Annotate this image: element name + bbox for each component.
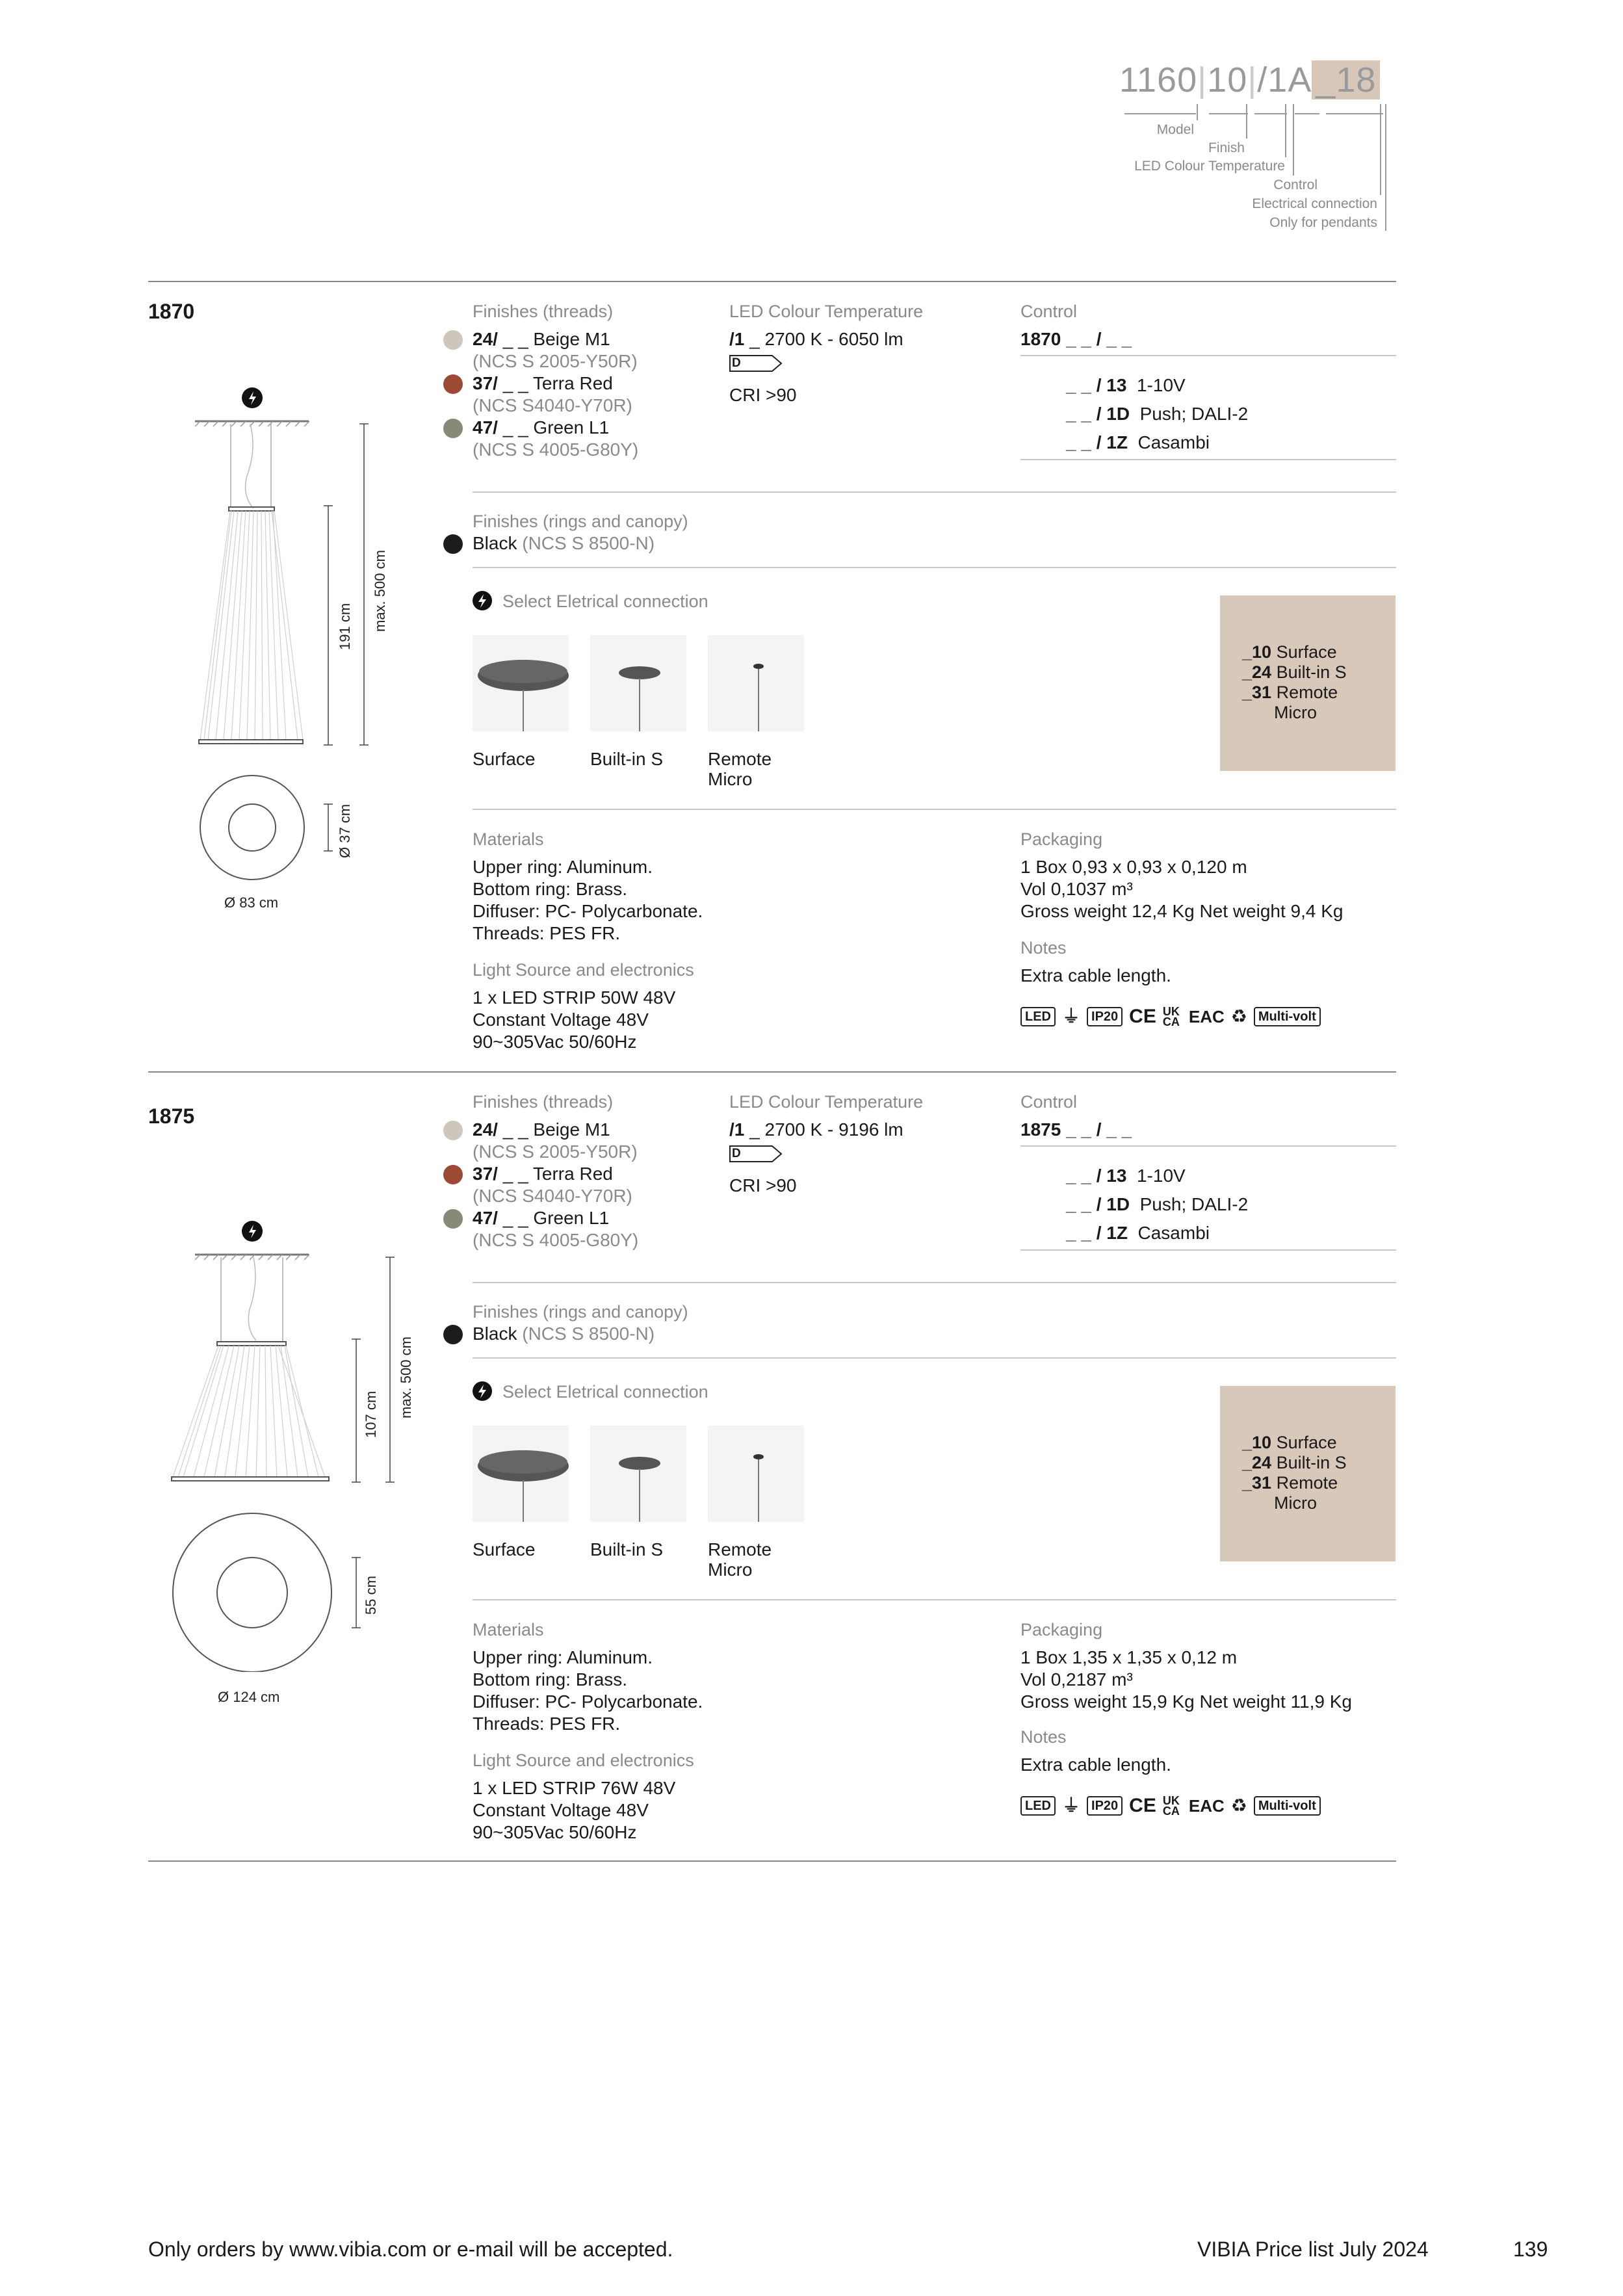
notes-text: Extra cable length. xyxy=(1020,1755,1171,1775)
recycle-icon: ♻ xyxy=(1230,1795,1247,1816)
row-divider xyxy=(473,1282,1396,1283)
energy-class: D xyxy=(732,356,741,370)
control-option: _ _ / 1Z Casambi xyxy=(1066,1223,1210,1243)
certifications xyxy=(1020,1001,1327,1031)
certifications xyxy=(1020,1790,1327,1820)
energy-class: D xyxy=(732,1147,741,1160)
finish-terra-red-ncs: (NCS S4040-Y70R) xyxy=(473,1186,632,1206)
legend-finish: Finish xyxy=(1208,140,1245,155)
row-divider xyxy=(473,567,1396,568)
swatch-green xyxy=(443,419,463,438)
swatch-green xyxy=(443,1209,463,1229)
finish-beige-ncs: (NCS S 2005-Y50R) xyxy=(473,1141,638,1162)
recycle-icon: ♻ xyxy=(1230,1006,1247,1026)
material-line: Upper ring: Aluminum. xyxy=(473,857,653,877)
conn-surface-label: Surface xyxy=(473,1539,536,1559)
legend-model: Model xyxy=(1156,122,1194,137)
code-finish: 10 xyxy=(1207,60,1248,99)
cri-value: CRI >90 xyxy=(729,1175,797,1195)
rings-finish: Black (NCS S 8500-N) xyxy=(473,533,655,553)
code-temp: /1 xyxy=(1257,60,1288,99)
bolt-icon xyxy=(472,1381,493,1402)
control-label: Control xyxy=(1020,1092,1078,1112)
lamp-drawing-1870 xyxy=(149,384,422,917)
material-line: Threads: PES FR. xyxy=(473,1714,621,1734)
built-in-canopy-image xyxy=(590,1426,686,1522)
finish-beige: 24/ _ _ Beige M1 xyxy=(473,1119,610,1140)
bolt-icon xyxy=(472,590,493,611)
row-divider xyxy=(473,1357,1396,1359)
packaging-line: Gross weight 15,9 Kg Net weight 11,9 Kg xyxy=(1020,1691,1352,1712)
ukca-mark: UK CA xyxy=(1162,1794,1180,1818)
page-number: 139 xyxy=(1513,2237,1548,2261)
light-source-label: Light Source and electronics xyxy=(473,1751,694,1770)
material-line: Diffuser: PC- Polycarbonate. xyxy=(473,901,703,921)
material-line: Diffuser: PC- Polycarbonate. xyxy=(473,1691,703,1712)
multivolt-badge: Multi-volt xyxy=(1254,1007,1321,1026)
control-label: Control xyxy=(1020,302,1078,321)
rings-finish: Black (NCS S 8500-N) xyxy=(473,1324,655,1344)
surface-canopy-image xyxy=(473,635,569,731)
cri-value: CRI >90 xyxy=(729,385,797,405)
finishes-rings-label: Finishes (rings and canopy) xyxy=(473,512,688,531)
conn-builtin-label: Built-in S xyxy=(590,1539,664,1559)
row-divider xyxy=(473,809,1396,810)
row-divider xyxy=(473,491,1396,493)
finish-green-ncs: (NCS S 4005-G80Y) xyxy=(473,1230,639,1250)
conn-remote-label: Remote xyxy=(708,749,772,769)
legend-electrical: Electrical connection xyxy=(1252,196,1377,211)
section-divider xyxy=(148,281,1396,282)
material-line: Threads: PES FR. xyxy=(473,923,621,943)
light-source-label: Light Source and electronics xyxy=(473,960,694,980)
materials-label: Materials xyxy=(473,1620,544,1639)
multivolt-badge: Multi-volt xyxy=(1254,1796,1321,1816)
earth-icon: ⏚ xyxy=(1062,1006,1081,1026)
control-code: 1870 _ _ / _ _ xyxy=(1020,329,1132,349)
footer-brand: VIBIA Price list July 2024 xyxy=(1197,2237,1429,2261)
led-temp-label: LED Colour Temperature xyxy=(729,302,924,321)
lamp-drawing-1875 xyxy=(149,1217,422,1672)
material-line: Bottom ring: Brass. xyxy=(473,1669,628,1689)
packaging-label: Packaging xyxy=(1020,829,1103,849)
ip-badge: IP20 xyxy=(1087,1796,1123,1816)
ukca-mark: UK CA xyxy=(1162,1004,1180,1028)
dim-outer-diameter: Ø 83 cm xyxy=(224,894,279,911)
notes-label: Notes xyxy=(1020,1727,1067,1747)
notes-text: Extra cable length. xyxy=(1020,965,1171,985)
row-divider xyxy=(473,1599,1396,1600)
control-divider xyxy=(1020,1145,1396,1147)
surface-canopy-image xyxy=(473,1426,569,1522)
conn-micro-label: Micro xyxy=(708,769,753,789)
legend-pendants: Only for pendants xyxy=(1269,215,1377,230)
light-line: 1 x LED STRIP 50W 48V xyxy=(473,987,676,1008)
finish-beige-ncs: (NCS S 2005-Y50R) xyxy=(473,351,638,371)
legend-control: Control xyxy=(1273,177,1318,192)
led-badge: LED xyxy=(1020,1796,1056,1816)
ce-mark: CE xyxy=(1129,1005,1156,1027)
finishes-threads-label: Finishes (threads) xyxy=(473,302,614,321)
footer-orders-note: Only orders by www.vibia.com or e-mail will be accepted. xyxy=(148,2237,673,2261)
control-option: _ _ / 1D Push; DALI-2 xyxy=(1066,1194,1249,1214)
remote-micro-canopy-image xyxy=(708,635,804,731)
packaging-line: Vol 0,2187 m³ xyxy=(1020,1669,1133,1689)
control-option: _ _ / 1Z Casambi xyxy=(1066,432,1210,452)
swatch-beige xyxy=(443,330,463,350)
swatch-black xyxy=(443,534,463,554)
dim-height: 107 cm xyxy=(363,1390,379,1438)
conn-remote-label: Remote xyxy=(708,1539,772,1559)
dim-height: 191 cm xyxy=(337,603,353,650)
finish-green: 47/ _ _ Green L1 xyxy=(473,417,610,437)
control-option: _ _ / 13 1-10V xyxy=(1066,1166,1186,1186)
led-badge: LED xyxy=(1020,1007,1056,1026)
section-divider xyxy=(148,1071,1396,1073)
notes-label: Notes xyxy=(1020,938,1067,958)
packaging-label: Packaging xyxy=(1020,1620,1103,1639)
eac-mark: EAC xyxy=(1188,1006,1225,1026)
swatch-black xyxy=(443,1325,463,1344)
model-number: 1870 xyxy=(148,300,195,323)
conn-surface-label: Surface xyxy=(473,749,536,769)
dim-max: max. 500 cm xyxy=(372,550,388,632)
finish-green: 47/ _ _ Green L1 xyxy=(473,1208,610,1228)
led-temp-label: LED Colour Temperature xyxy=(729,1092,924,1112)
connection-codes-box: _10 Surface _24 Built-in S _31 Remote Micro xyxy=(1220,1386,1396,1561)
swatch-terra-red xyxy=(443,374,463,394)
built-in-canopy-image xyxy=(590,635,686,731)
eac-mark: EAC xyxy=(1188,1795,1225,1816)
section-divider xyxy=(148,1860,1396,1862)
finish-terra-red-ncs: (NCS S4040-Y70R) xyxy=(473,395,632,415)
dim-inner-diameter: 55 cm xyxy=(363,1576,379,1615)
select-connection-label: Select Eletrical connection xyxy=(502,592,708,611)
dim-inner-diameter: Ø 37 cm xyxy=(337,803,353,858)
light-line: 1 x LED STRIP 76W 48V xyxy=(473,1778,676,1798)
finishes-threads-label: Finishes (threads) xyxy=(473,1092,614,1112)
dim-max: max. 500 cm xyxy=(398,1337,414,1418)
conn-micro-label: Micro xyxy=(708,1559,753,1580)
conn-builtin-label: Built-in S xyxy=(590,749,664,769)
connection-codes-box: _10 Surface _24 Built-in S _31 Remote Micro xyxy=(1220,595,1396,771)
packaging-line: 1 Box 1,35 x 1,35 x 0,12 m xyxy=(1020,1647,1238,1667)
control-divider xyxy=(1020,355,1396,356)
control-option: _ _ / 13 1-10V xyxy=(1066,375,1186,395)
earth-icon: ⏚ xyxy=(1062,1795,1081,1816)
code-model: 1160 xyxy=(1119,60,1198,99)
light-line: 90~305Vac 50/60Hz xyxy=(473,1822,637,1842)
led-temp-value: /1 _ 2700 K - 9196 lm xyxy=(729,1119,903,1140)
material-line: Upper ring: Aluminum. xyxy=(473,1647,653,1667)
swatch-terra-red xyxy=(443,1165,463,1184)
control-option: _ _ / 1D Push; DALI-2 xyxy=(1066,404,1249,424)
led-temp-value: /1 _ 2700 K - 6050 lm xyxy=(729,329,903,349)
finish-terra-red: 37/ _ _ Terra Red xyxy=(473,373,613,393)
packaging-line: 1 Box 0,93 x 0,93 x 0,120 m xyxy=(1020,857,1247,877)
dim-outer-diameter: Ø 124 cm xyxy=(218,1689,280,1705)
model-number: 1875 xyxy=(148,1104,195,1128)
ce-mark: CE xyxy=(1129,1794,1156,1816)
light-line: Constant Voltage 48V xyxy=(473,1800,649,1820)
swatch-beige xyxy=(443,1121,463,1140)
control-divider xyxy=(1020,1249,1396,1251)
materials-label: Materials xyxy=(473,829,544,849)
packaging-line: Vol 0,1037 m³ xyxy=(1020,879,1133,899)
finish-green-ncs: (NCS S 4005-G80Y) xyxy=(473,439,639,460)
ip-badge: IP20 xyxy=(1087,1007,1123,1026)
control-divider xyxy=(1020,459,1396,460)
remote-micro-canopy-image xyxy=(708,1426,804,1522)
code-connection: _18 xyxy=(1312,60,1380,99)
light-line: Constant Voltage 48V xyxy=(473,1010,649,1030)
product-code: 1160|10|/1A _18 xyxy=(1119,60,1380,100)
legend-led-temp: LED Colour Temperature xyxy=(1134,159,1285,174)
select-connection-label: Select Eletrical connection xyxy=(502,1382,708,1402)
finish-beige: 24/ _ _ Beige M1 xyxy=(473,329,610,349)
material-line: Bottom ring: Brass. xyxy=(473,879,628,899)
finish-terra-red: 37/ _ _ Terra Red xyxy=(473,1164,613,1184)
code-control: A xyxy=(1288,60,1312,99)
packaging-line: Gross weight 12,4 Kg Net weight 9,4 Kg xyxy=(1020,901,1344,921)
control-code: 1875 _ _ / _ _ xyxy=(1020,1119,1132,1140)
finishes-rings-label: Finishes (rings and canopy) xyxy=(473,1302,688,1322)
light-line: 90~305Vac 50/60Hz xyxy=(473,1032,637,1052)
